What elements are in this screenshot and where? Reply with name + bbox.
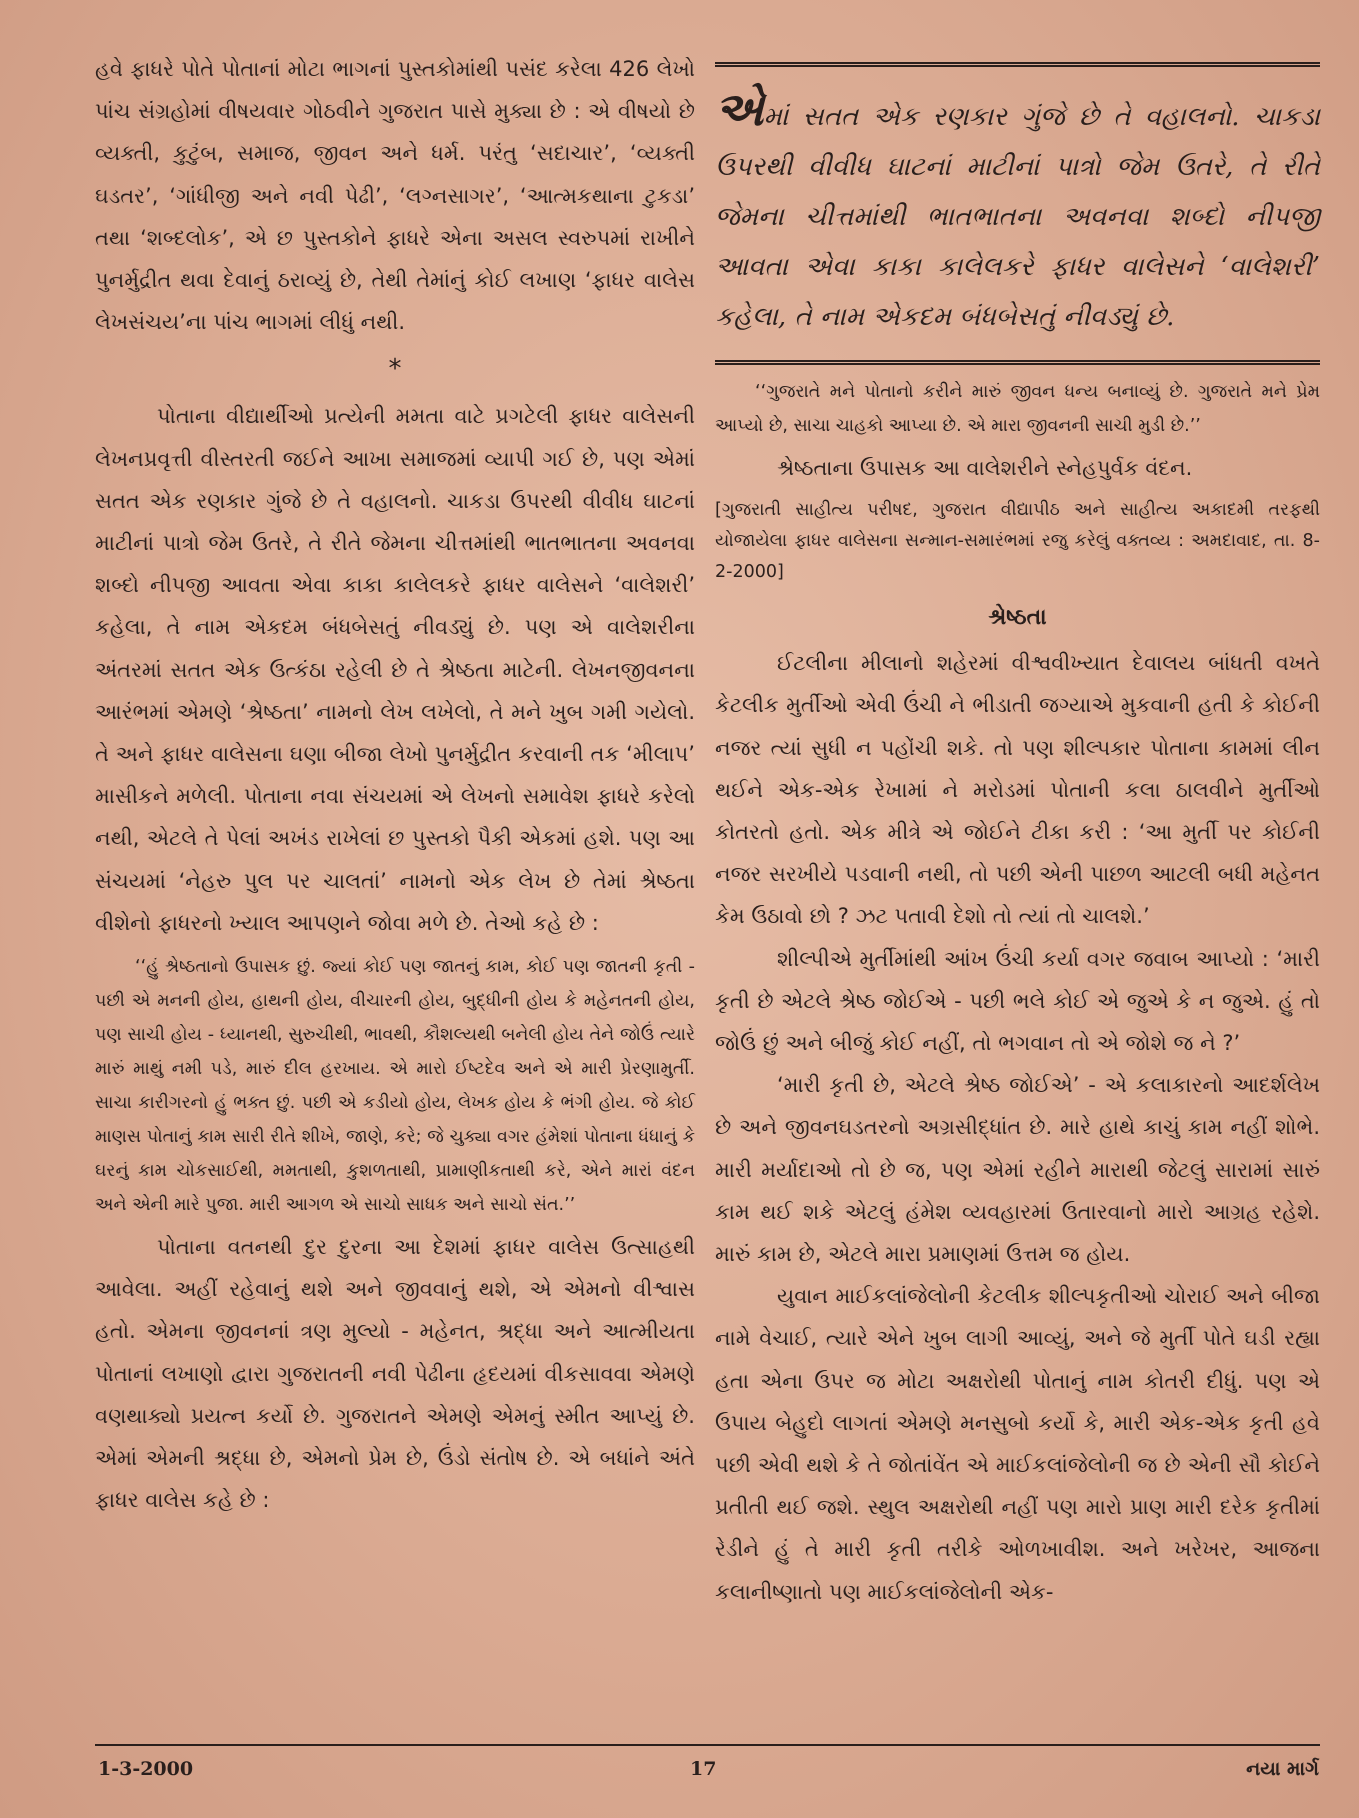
pull-quote-text [715,82,1320,342]
paragraph-homeland: પોતાના વતનથી દુર દુરના આ દેશમાં ફાધર વાલેસ ઉત્સાહથી આવેલા. અહીં રહેવાનું થશે અને જીવવાનું થશે, એ એમનો વીશ્વાસ હતો. એમના જીવનનાં ત્રણ મુલ્યો - મહેનત, શ્રદ્ધા અને આત્મીયતા પોતાનાં લખાણો દ્વારા ગુજરાતની નવી પેઢીના હૃદયમાં વીકસાવવા એમણે વણથાક્યો પ્રયત્ન કર્યો છે. ગુજરાતને એમણે એમનું સ્મીત આપ્યું છે. એમાં એમની શ્રદ્ધા છે, એમનો પ્રેમ છે, ઉંડો સંતોષ છે. એ બધાંને અંતે ફાધર વાલેસ કહે છે : [95,1235,695,1513]
paragraph-ideal: ‘મારી કૃતી છે, એટલે શ્રેષ્ઠ જોઈએ’ - એ કલાકારનો આદર્શલેખ છે અને જીવનઘડતરનો અગ્રસીદ્ધાંત છે. મારે હાથે કાચું કામ નહીં શોભે. મારી મર્યાદાઓ તો છે જ, પણ એમાં રહીને મારાથી જેટલું સારામાં સારું કામ થઈ શકે એટલું હંમેશ વ્યવહારમાં ઉતારવાનો મારો આગ્રહ રહેશે. મારું કામ છે, એટલે મારા પ્રમાણમાં ઉત્તમ જ હોય. [715,1073,1320,1267]
footer-page-number: 17 [690,1758,717,1780]
paragraph-michelangelo: યુવાન માઈકલાંજેલોની કેટલીક શીલ્પકૃતીઓ ચોરાઈ અને બીજા નામે વેચાઈ, ત્યારે એને ખુબ લાગી આવ્યું, અને જે મુર્તી પોતે ઘડી રહ્યા હતા એના ઉપર જ મોટા અક્ષરોથી પોતાનું નામ કોતરી દીધું. પણ એ ઉપાય બેહુદો લાગતાં એમણે મનસુબો કર્યો કે, મારી એક-એક કૃતી હવે પછી એવી થશે કે તે જોતાંવેંત એ માઈકલાંજેલોની જ છે એની સૌ કોઈને પ્રતીતી થઈ જશે. સ્થુલ અક્ષરોથી નહીં પણ મારો પ્રાણ મારી દરેક કૃતીમાં રેડીને હું તે મારી કૃતી તરીકે ઓળખાવીશ. અને ખરેખર, આજના કલાનીષ્ણાતો પણ માઈકલાંજેલોની એક- [715,1284,1320,1604]
section-separator: * [388,354,402,385]
paragraph-milan: ઈટલીના મીલાનો શહેરમાં વીશ્વવીખ્યાત દેવાલય બાંધતી વખતે કેટલીક મુર્તીઓ એવી ઉંચી ને ભીડાતી જગ્યાએ મુકવાની હતી કે કોઈની નજર ત્યાં સુધી ન પહોંચી શકે. તો પણ શીલ્પકાર પોતાના કામમાં લીન થઈને એક-એક રેખામાં ને મરોડમાં પોતાની કલા ઠાલવીને મુર્તીઓ કોતરતો હતો. એક મીત્રે એ જોઈને ટીકા કરી : ‘આ મુર્તી પર કોઈની નજર સરખીયે પડવાની નથી, તો પછી એની પાછળ આટલી બધી મહેનત કેમ ઉઠાવો છો ? ઝટ પતાવી દેશો તો ત્યાં તો ચાલશે.’ [715,651,1320,929]
footer-rule [95,1744,1320,1746]
source-note: [ગુજરાતી સાહીત્ય પરીષદ, ગુજરાત વીદ્યાપીઠ અને સાહીત્ય અકાદમી તરફથી યોજાયેલા ફાધર વાલેસના સન્માન-સમારંભમાં રજુ કરેલું વક્તવ્ય : અમદાવાદ, તા. 8-2-2000] [715,500,1320,583]
right-column [715,48,1320,1613]
greeting-line: શ્રેષ્ઠતાના ઉપાસક આ વાલેશરીને સ્નેહપુર્વક વંદન. [777,456,1193,480]
pull-quote-dropcap: એ [715,82,764,136]
pull-quote-body: માં સતત એક રણકાર ગુંજે છે તે વહાલનો. ચાકડા ઉપરથી વીવીધ ઘાટનાં માટીનાં પાત્રો જેમ ઉતરે, તે રીતે જેમના ચીત્તમાંથી ભાતભાતના અવનવા શબ્દો નીપજી આવતા એવા કાકા કાલેલકરે ફાધર વાલેસને ‘વાલેશરી’ કહેલા, તે નામ એકદમ બંધબેસતું નીવડ્યું છે. [715,102,1320,332]
pull-quote [715,67,1320,360]
footer-date: 1-3-2000 [98,1758,194,1780]
paragraph-valeshri: પોતાના વીદ્યાર્થીઓ પ્રત્યેની મમતા વાટે પ્રગટેલી ફાધર વાલેસની લેખનપ્રવૃત્તી વીસ્તરતી જઈને આખા સમાજમાં વ્યાપી ગઈ છે, પણ એમાં સતત એક રણકાર ગુંજે છે તે વહાલનો. ચાકડા ઉપરથી વીવીધ ઘાટનાં માટીનાં પાત્રો જેમ ઉતરે, તે રીતે જેમના ચીત્તમાંથી ભાતભાતના અવનવા શબ્દો નીપજી આવતા એવા કાકા કાલેલકરે ફાધર વાલેસને ‘વાલેશરી’ કહેલા, તે નામ એકદમ બંધબેસતું નીવડ્યું છે. પણ એ વાલેશરીના અંતરમાં સતત એક ઉત્કંઠા રહેલી છે તે શ્રેષ્ઠતા માટેની. લેખનજીવનના આરંભમાં એમણે ‘શ્રેષ્ઠતા’ નામનો લેખ લખેલો, તે મને ખુબ ગમી ગયેલો. તે અને ફાધર વાલેસના ઘણા બીજા લેખો પુનર્મુદ્રીત કરવાની તક ‘મીલાપ’ માસીકને મળેલી. પોતાના નવા સંચયમાં એ લેખનો સમાવેશ ફાધરે કરેલો નથી, એટલે તે પેલાં અખંડ રાખેલાં છ પુસ્તકો પૈકી એકમાં હશે. પણ આ સંચયમાં ‘નેહરુ પુલ પર ચાલતાં’ નામનો એક લેખ છે તેમાં શ્રેષ્ઠતા વીશેનો ફાધરનો ખ્યાલ આપણને જોવા મળે છે. તેઓ કહે છે : [95,404,695,935]
paragraph-sculptor-reply: શીલ્પીએ મુર્તીમાંથી આંખ ઉંચી કર્યા વગર જવાબ આપ્યો : ‘મારી કૃતી છે એટલે શ્રેષ્ઠ જોઈએ - પછી ભલે કોઈ એ જુએ કે ન જુએ. હું તો જોઉં છું અને બીજું કોઈ નહીં, તો ભગવાન તો એ જોશે જ ને ?’ [715,946,1320,1056]
footer-magazine-name: નયા માર્ગ [1246,1758,1319,1780]
callout-bottom-rule [715,360,1320,365]
quote-gujarat: ‘‘ગુજરાતે મને પોતાનો કરીને મારું જીવન ધન્ય બનાવ્યું છે. ગુજરાતે મને પ્રેમ આપ્યો છે, સાચા ચાહકો આપ્યા છે. એ મારા જીવનની સાચી મુડી છે.’’ [715,382,1320,436]
section-heading: શ્રેષ્ઠતા [988,605,1047,631]
paragraph-collections: હવે ફાધરે પોતે પોતાનાં મોટા ભાગનાં પુસ્તકોમાંથી પસંદ કરેલા 426 લેખો પાંચ સંગ્રહોમાં વીષયવાર ગોઠવીને ગુજરાત પાસે મુક્યા છે : એ વીષયો છે વ્યક્તી, કુટુંબ, સમાજ, જીવન અને ધર્મ. પરંતુ ‘સદાચાર’, ‘વ્યક્તી ઘડતર’, ‘ગાંધીજી અને નવી પેઢી’, ‘લગ્નસાગર’, ‘આત્મકથાના ટુકડા’ તથા ‘શબ્દલોક’, એ છ પુસ્તકોને ફાધરે એના અસલ સ્વરુપમાં રાખીને પુનર્મુદ્રીત થવા દેવાનું ઠરાવ્યું છે, તેથી તેમાંનું કોઈ લખાણ ‘ફાધર વાલેસ લેખસંચય’ના પાંચ ભાગમાં લીધું નથી. [95,57,695,335]
left-column [95,48,695,1521]
quote-excellence: ‘‘હું શ્રેષ્ઠતાનો ઉપાસક છું. જ્યાં કોઈ પણ જાતનું કામ, કોઈ પણ જાતની કૃતી - પછી એ મનની હોય, હાથની હોય, વીચારની હોય, બુદ્ધીની હોય કે મહેનતની હોય, પણ સાચી હોય - ધ્યાનથી, સુરુચીથી, ભાવથી, કૌશલ્યથી બનેલી હોય તેને જોઉં ત્યારે મારું માથું નમી પડે, મારું દીલ હરખાય. એ મારો ઈષ્ટદેવ અને એ મારી પ્રેરણામુર્તી. સાચા કારીગરનો હું ભક્ત છું. પછી એ કડીયો હોય, લેખક હોય કે ભંગી હોય. જે કોઈ માણસ પોતાનું કામ સારી રીતે શીખે, જાણે, કરે; જે ચુક્યા વગર હંમેશાં પોતાના ધંધાનું કે ઘરનું કામ ચોકસાઈથી, મમતાથી, કુશળતાથી, પ્રામાણીકતાથી કરે, એને મારાં વંદન અને એની મારે પુજા. મારી આગળ એ સાચો સાધક અને સાચો સંત.’’ [95,957,695,1216]
